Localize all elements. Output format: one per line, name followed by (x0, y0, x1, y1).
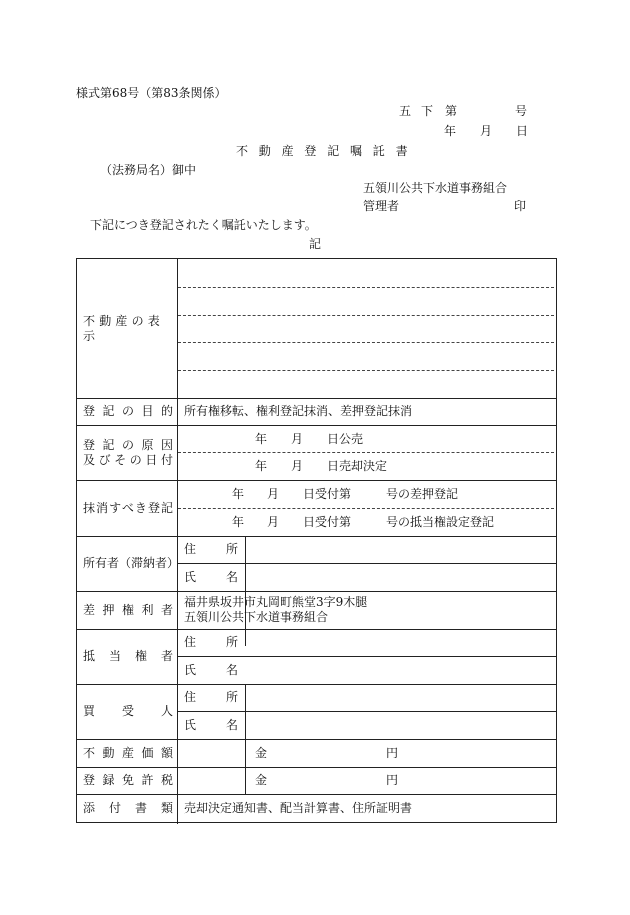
mortgagee-name-label: 氏名 (184, 663, 238, 677)
addressee: （法務局名） (100, 163, 173, 177)
sender-role: 管理者 (363, 199, 400, 213)
seizure-holder-value: 福井県坂井市丸岡町熊堂3字9木腿 五領川公共下水道事務組合 (184, 595, 368, 624)
owner-address-label: 住所 (184, 542, 238, 556)
attachments-value: 売却決定通知書、配当計算書、住所証明書 (184, 800, 413, 815)
property-display-label: 不動産の表示 (83, 313, 165, 343)
registration-tax-label: 登録免許税 (83, 773, 173, 787)
purpose-value: 所有権移転、権利登記抹消、差押登記抹消 (184, 404, 413, 418)
registration-table: 不動産の表示 登記の目的 所有権移転、権利登記抹消、差押登記抹消 登記の原因 及びその日付 年 月 日公売 年 月 日売却決定 抹消すべき登記 年 月 日受付第 号の差押登記 年 月 日受付第 号の抵当権設定登記 所有者（滞納者） 住所 氏名 差押権利者 福井県坂井市丸岡町熊堂3字9木腿 五領川公共下水道事務組合 抵当権者 住所 氏名 買受人 住所 氏名 不動産価額 金 円 登録免許税 金 円 添付書類 売却決定通知書、配当計算書、住所証明書 (76, 258, 557, 823)
registration-tax-yen: 円 (386, 773, 399, 787)
form-number: 様式第68号（第83条関係） (76, 86, 227, 100)
seal-mark: 印 (514, 199, 527, 213)
document-date: 年 月 日 (444, 124, 529, 138)
cause-label: 登記の原因 及びその日付 (83, 437, 173, 467)
attachments-label: 添付書類 (83, 800, 173, 815)
buyer-label: 買受人 (83, 704, 173, 718)
owner-name-label: 氏名 (184, 570, 238, 584)
document-title: 不動産登記嘱託書 (236, 144, 419, 158)
cancel-registration-label: 抹消すべき登記 (83, 500, 173, 515)
property-value-yen: 円 (386, 746, 399, 760)
sender-organization: 五領川公共下水道事務組合 (363, 181, 508, 195)
property-value-kin: 金 (255, 746, 268, 760)
body-text: 下記につき登記されたく嘱託いたします。 (90, 218, 317, 232)
document-number: 五 下 第 号 (399, 104, 528, 118)
registration-tax-kin: 金 (255, 773, 268, 787)
owner-label: 所有者（滞納者） (83, 556, 180, 570)
property-value-label: 不動産価額 (83, 745, 173, 760)
mortgagee-label: 抵当権者 (83, 649, 173, 663)
purpose-label: 登記の目的 (83, 404, 173, 418)
addressee-honorific: 御中 (172, 163, 197, 177)
buyer-address-label: 住所 (184, 690, 238, 704)
mortgagee-address-label: 住所 (184, 635, 238, 649)
seizure-holder-label: 差押権利者 (83, 602, 173, 617)
ki-heading: 記 (309, 237, 322, 251)
buyer-name-label: 氏名 (184, 718, 238, 732)
